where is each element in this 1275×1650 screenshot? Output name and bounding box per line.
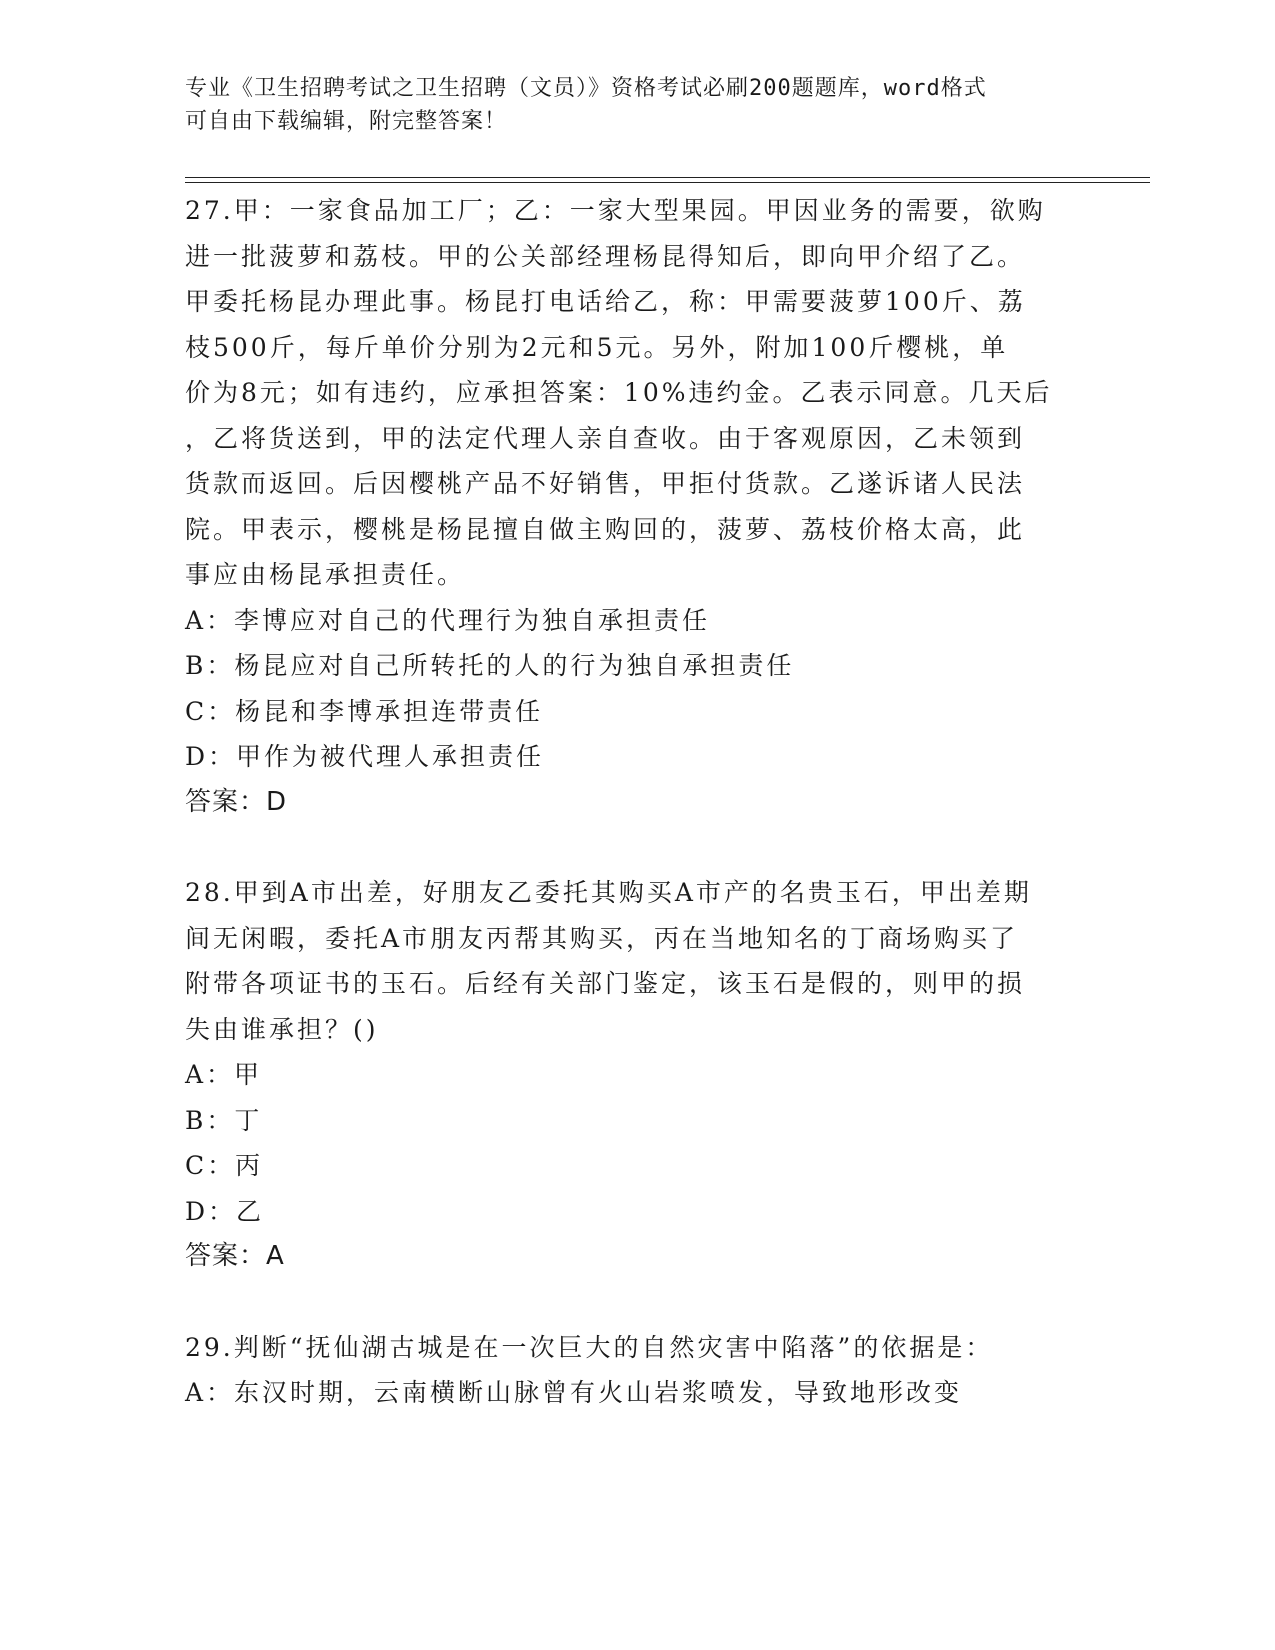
question-line: 29.判断“抚仙湖古城是在一次巨大的自然灾害中陷落”的依据是： bbox=[185, 1332, 994, 1362]
question-line: 事应由杨昆承担责任。 bbox=[185, 560, 466, 589]
option-a: A：东汉时期，云南横断山脉曾有火山岩浆喷发，导致地形改变 bbox=[185, 1378, 963, 1407]
question-line: 失由谁承担？() bbox=[185, 1014, 379, 1044]
question-line: 间无闲暇，委托A市朋友丙帮其购买，丙在当地知名的丁商场购买了 bbox=[185, 923, 1019, 953]
document-header bbox=[185, 72, 1085, 138]
option-c: C：杨昆和李博承担连带责任 bbox=[185, 696, 544, 726]
question-27 bbox=[185, 188, 1085, 825]
question-line: 附带各项证书的玉石。后经有关部门鉴定，该玉石是假的，则甲的损 bbox=[185, 969, 1026, 998]
header-line-1: 专业《卫生招聘考试之卫生招聘（文员）》资格考试必刷200题题库，word格式 bbox=[185, 76, 987, 101]
question-line: 进一批菠萝和荔枝。甲的公关部经理杨昆得知后，即向甲介绍了乙。 bbox=[185, 241, 1026, 271]
question-29 bbox=[185, 1325, 1085, 1416]
header-line-2: 可自由下载编辑，附完整答案！ bbox=[185, 109, 508, 134]
answer: 答案：D bbox=[185, 786, 288, 817]
question-line: 甲委托杨昆办理此事。杨昆打电话给乙，称：甲需要菠萝100斤、荔 bbox=[185, 287, 1026, 316]
option-d: D：乙 bbox=[185, 1196, 265, 1226]
question-line: 28.甲到A市出差，好朋友乙委托其购买A市产的名贵玉石，甲出差期 bbox=[185, 878, 1032, 907]
question-line: 枝500斤，每斤单价分别为2元和5元。另外，附加100斤樱桃，单 bbox=[185, 332, 1009, 362]
question-list bbox=[185, 188, 1085, 1416]
question-line: 价为8元；如有违约，应承担答案：10%违约金。乙表示同意。几天后 bbox=[185, 378, 1053, 407]
answer: 答案：A bbox=[185, 1241, 285, 1271]
option-b: B：杨昆应对自己所转托的人的行为独自承担责任 bbox=[185, 651, 795, 680]
option-a: A：甲 bbox=[185, 1060, 263, 1089]
option-d: D：甲作为被代理人承担责任 bbox=[185, 742, 545, 771]
header-divider-bottom bbox=[185, 182, 1150, 183]
header-divider-top bbox=[185, 177, 1150, 178]
question-line: ，乙将货送到，甲的法定代理人亲自查收。由于客观原因，乙未领到 bbox=[185, 423, 1026, 453]
option-b: B：丁 bbox=[185, 1105, 263, 1135]
option-c: C：丙 bbox=[185, 1151, 264, 1180]
option-a: A：李博应对自己的代理行为独自承担责任 bbox=[185, 605, 711, 635]
question-line: 27.甲：一家食品加工厂；乙：一家大型果园。甲因业务的需要，欲购 bbox=[185, 196, 1046, 225]
question-line: 货款而返回。后因樱桃产品不好销售，甲拒付货款。乙遂诉诸人民法 bbox=[185, 469, 1026, 498]
question-spacer bbox=[185, 1280, 1085, 1325]
question-spacer bbox=[185, 825, 1085, 870]
question-28 bbox=[185, 870, 1085, 1280]
question-line: 院。甲表示，樱桃是杨昆擅自做主购回的，菠萝、荔枝价格太高，此 bbox=[185, 514, 1026, 544]
